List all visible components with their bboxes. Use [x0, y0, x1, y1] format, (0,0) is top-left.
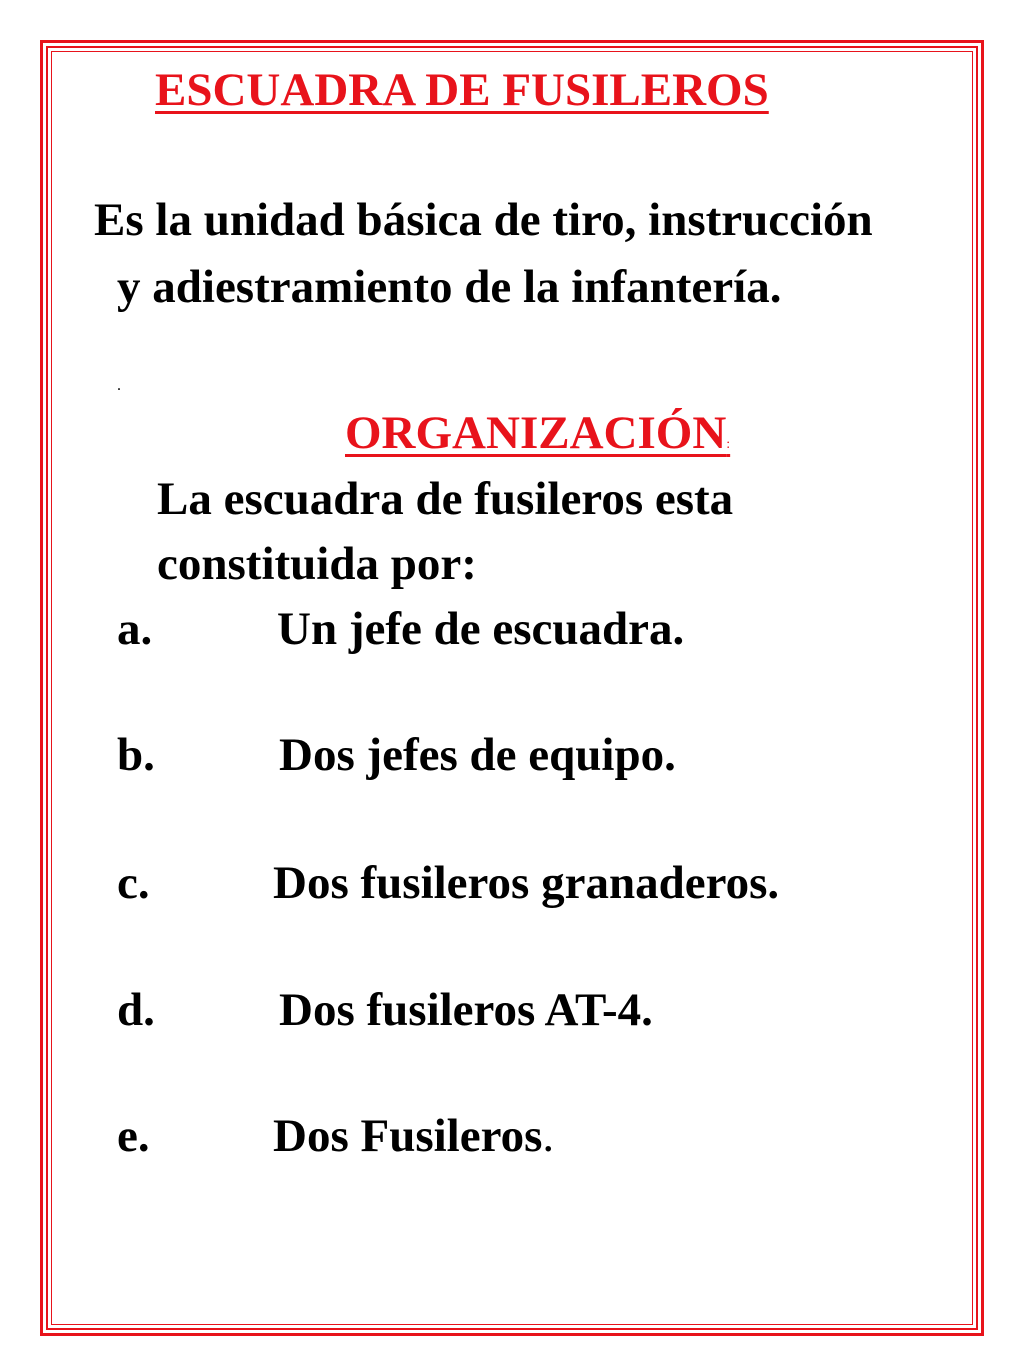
- list-item-text-main: Dos Fusileros: [273, 1110, 543, 1162]
- separator-dot: .: [117, 377, 121, 394]
- list-item-text: Un jefe de escuadra.: [277, 603, 685, 655]
- intro-line-1: Es la unidad básica de tiro, instrucción: [94, 194, 873, 246]
- section-heading-colon: :: [726, 437, 731, 452]
- list-item-letter: e.: [117, 1110, 150, 1162]
- list-item-text: Dos fusileros AT-4.: [279, 984, 653, 1036]
- intro-line-2: y adiestramiento de la infantería.: [117, 261, 782, 313]
- list-item-text: Dos jefes de equipo.: [279, 729, 676, 781]
- paragraph-line-2: constituida por:: [157, 538, 477, 590]
- section-heading-text: ORGANIZACIÓN: [345, 407, 727, 459]
- list-item-text-suffix: .: [542, 1110, 555, 1162]
- list-item-letter: d.: [117, 984, 155, 1036]
- list-item-text: Dos fusileros granaderos.: [273, 857, 780, 909]
- page-title: ESCUADRA DE FUSILEROS: [155, 64, 769, 116]
- list-item-letter: c.: [117, 857, 150, 909]
- list-item-letter: b.: [117, 729, 155, 781]
- list-item-letter: a.: [117, 603, 153, 655]
- list-item-text: [273, 1110, 555, 1162]
- section-heading: [345, 407, 731, 459]
- paragraph-line-1: La escuadra de fusileros esta: [157, 473, 734, 525]
